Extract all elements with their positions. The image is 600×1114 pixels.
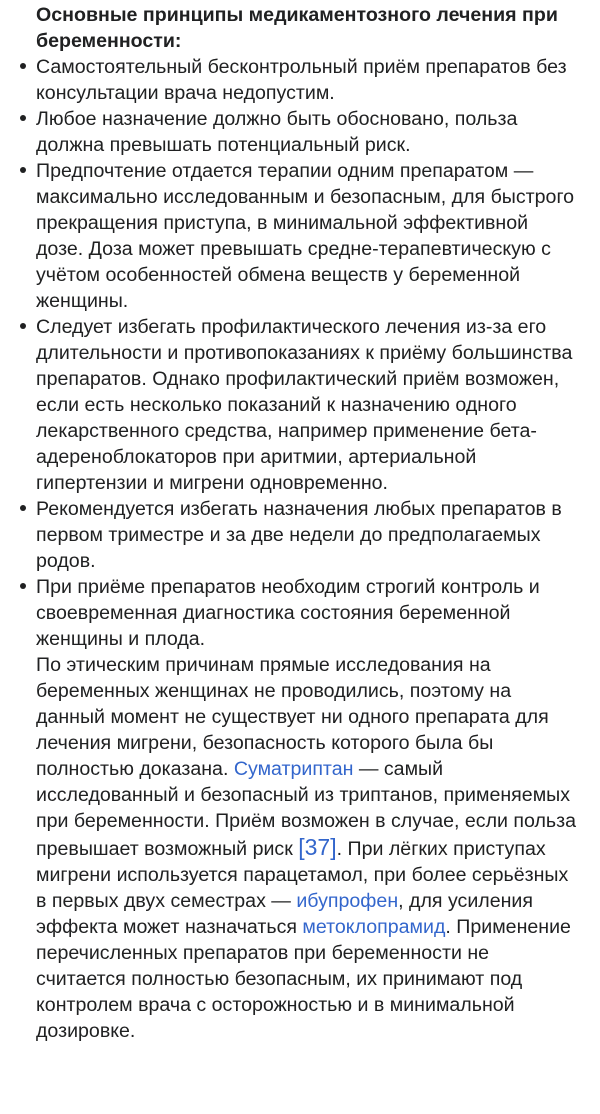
list-item [36,54,580,106]
list-item-text: Самостоятельный бесконтрольный приём препаратов без консультации врача недопустим. [36,56,567,104]
link-ibuprofen[interactable]: ибупрофен [296,890,399,912]
list-item-text: Предпочтение отдается терапии одним препаратом — максимально исследованным и безопасным, для быстрого прекращения приступа, в минимальной эффективной дозе. Доза может превышать средне-терапевтическую с учётом особенностей обмена веществ у беременной женщины. [36,160,575,312]
link-sumatriptan[interactable]: Суматриптан [233,758,354,780]
reference-link[interactable]: [37] [298,834,337,860]
list-item-text: — самый исследованный и безопасный из триптанов, применяемых при беременности. Приём возможен в случае, если польза превышает возможный риск [36,758,576,860]
bullet-icon [18,574,28,600]
link-metoclopramide[interactable]: метоклопрамид [302,916,446,938]
bullet-icon [18,496,28,522]
list-item [36,496,580,574]
bullet-icon [18,314,28,340]
list-item [36,158,580,314]
list-item-text: , для усиления эффекта может назначаться [36,890,533,938]
list-item-text: . Применение перечисленных препаратов при беременности не считается полностью безопасным, их принимают под контролем врача с осторожностью и в минимальной дозировке. [36,916,571,1042]
section-heading: Основные принципы медикаментозного лечения при беременности: [36,4,558,52]
list-item-text: По этическим причинам прямые исследования на беременных женщинах не проводились, поэтому на данный момент не существует ни одного препарата для лечения мигрени, безопасность которого была бы полностью доказана. [36,654,549,780]
principles-list [36,54,580,1044]
list-item-text: Следует избегать профилактического лечения из-за его длительности и противопоказаниях к приёму большинства препаратов. Однако профилактический приём возможен, если есть несколько показаний к назначению одного лекарственного средства, например применение бета-адереноблокаторов при аритмии, артериальной гипертензии и мигрени одновременно. [36,316,573,494]
list-item [36,314,580,496]
bullet-icon [18,158,28,184]
list-item [36,106,580,158]
bullet-icon [18,54,28,80]
list-item-text: Рекомендуется избегать назначения любых препаратов в первом триместре и за две недели до предполагаемых родов. [36,498,562,572]
list-item-text: . При лёгких приступах мигрени используется парацетамол, при более серьёзных в первых двух семестрах — [36,838,569,912]
bullet-icon [18,106,28,132]
list-item [36,574,580,1044]
list-item-text: При приёме препаратов необходим строгий контроль и своевременная диагностика состояния беременной женщины и плода. [36,576,540,650]
list-item-text: Любое назначение должно быть обосновано, польза должна превышать потенциальный риск. [36,108,518,156]
